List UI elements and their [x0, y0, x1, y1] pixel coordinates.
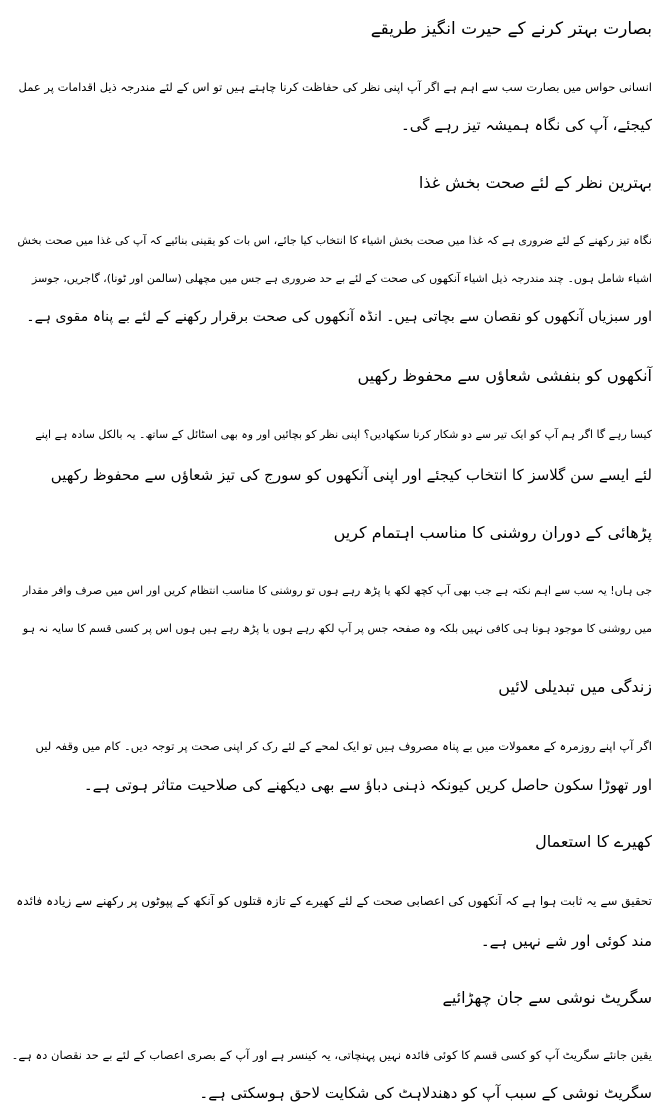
section-heading-cucumber: کھیرے کا استعمال [535, 832, 652, 851]
intro-line-1: انسانی حواس میں بصارت سب سے اہم ہے اگر آپ اپنی نظر کی حفاظت کرنا چاہتے ہیں تو اس کے لئے مندرجہ ذیل اقدامات پر عمل [18, 80, 652, 94]
body-line: لئے ایسے سن گلاسز کا انتخاب کیجئے اور اپنی آنکھوں کو سورج کی تیز شعاؤں سے محفوظ رکھیں [50, 466, 652, 484]
body-line: جی ہاں! یہ سب سے اہم نکتہ ہے جب بھی آپ کچھ لکھ یا پڑھ رہے ہوں تو روشنی کا مناسب انتظام کریں اور اس میں صرف وافر مقدار [22, 584, 652, 597]
body-line: کیسا رہے گا اگر ہم آپ کو ایک تیر سے دو شکار کرنا سکھادیں؟ اپنی نظر کو بچائیں اور وہ بھی اسٹائل کے ساتھ۔ یہ بالکل سادہ ہے اپنے [35, 428, 652, 441]
section-heading-reading-light: پڑھائی کے دوران روشنی کا مناسب اہتمام کریں [333, 523, 652, 542]
body-line: میں روشنی کا موجود ہونا ہی کافی نہیں بلکہ وہ صفحہ جس پر آپ لکھ رہے ہوں یا پڑھ رہے ہیں ہوں اس پر کسی قسم کا سایہ نہ ہو [22, 622, 652, 635]
body-line: اور سبزیاں آنکھوں کو نقصان سے بچاتی ہیں۔ انڈہ آنکھوں کی صحت برقرار رکھنے کے لئے بے پناہ مقوی ہے۔ [26, 309, 652, 325]
body-line: نگاہ تیز رکھنے کے لئے ضروری ہے کہ غذا میں صحت بخش اشیاء کا انتخاب کیا جائے، اس بات کو یقینی بنائیے کہ آپ کی غذا میں صحت بخش [17, 234, 652, 247]
body-line: اور تھوڑا سکون حاصل کریں کیونکہ ذہنی دباؤ سے بھی دیکھنے کی صلاحیت متاثر ہوتی ہے۔ [83, 776, 652, 794]
section-heading-quit-smoking: سگریٹ نوشی سے جان چھڑائیے [442, 988, 652, 1007]
body-line: یقین جانئے سگریٹ آپ کو کسی قسم کا کوئی فائدہ نہیں پہنچاتی، یہ کینسر ہے اور آپ کے بصری اعصاب کے لئے بے حد نقصان دہ ہے۔ [11, 1048, 652, 1062]
section-heading-uv-protection: آنکھوں کو بنفشی شعاؤں سے محفوظ رکھیں [357, 366, 652, 385]
body-line: تحقیق سے یہ ثابت ہوا ہے کہ آنکھوں کی اعصابی صحت کے لئے کھیرے کے تازہ قتلوں کو آنکھ کے پپوٹوں پر رکھنے سے زیادہ فائدہ [16, 894, 652, 908]
body-line: اشیاء شامل ہوں۔ چند مندرجہ ذیل اشیاء آنکھوں کی صحت کے لئے بے حد ضروری ہے جس میں مچھلی (سالمن اور ٹونا)، گاجریں، جوسز [31, 272, 652, 285]
body-line: سگریٹ نوشی کے سبب آپ کو دھندلاہٹ کی شکایت لاحق ہوسکتی ہے۔ [199, 1084, 652, 1102]
section-heading-healthy-diet: بہترین نظر کے لئے صحت بخش غذا [418, 173, 652, 192]
body-line: مند کوئی اور شے نہیں ہے۔ [480, 932, 652, 950]
intro-line-2: کیجئے، آپ کی نگاہ ہمیشہ تیز رہے گی۔ [400, 116, 652, 134]
article-title: بصارت بہتر کرنے کے حیرت انگیز طریقے [370, 19, 652, 39]
section-heading-lifestyle: زندگی میں تبدیلی لائیں [498, 677, 652, 696]
body-line: اگر آپ اپنے روزمرہ کے معمولات میں بے پناہ مصروف ہیں تو ایک لمحے کے لئے رک کر اپنی صحت پر توجہ دیں۔ کام میں وقفہ لیں [35, 739, 652, 753]
